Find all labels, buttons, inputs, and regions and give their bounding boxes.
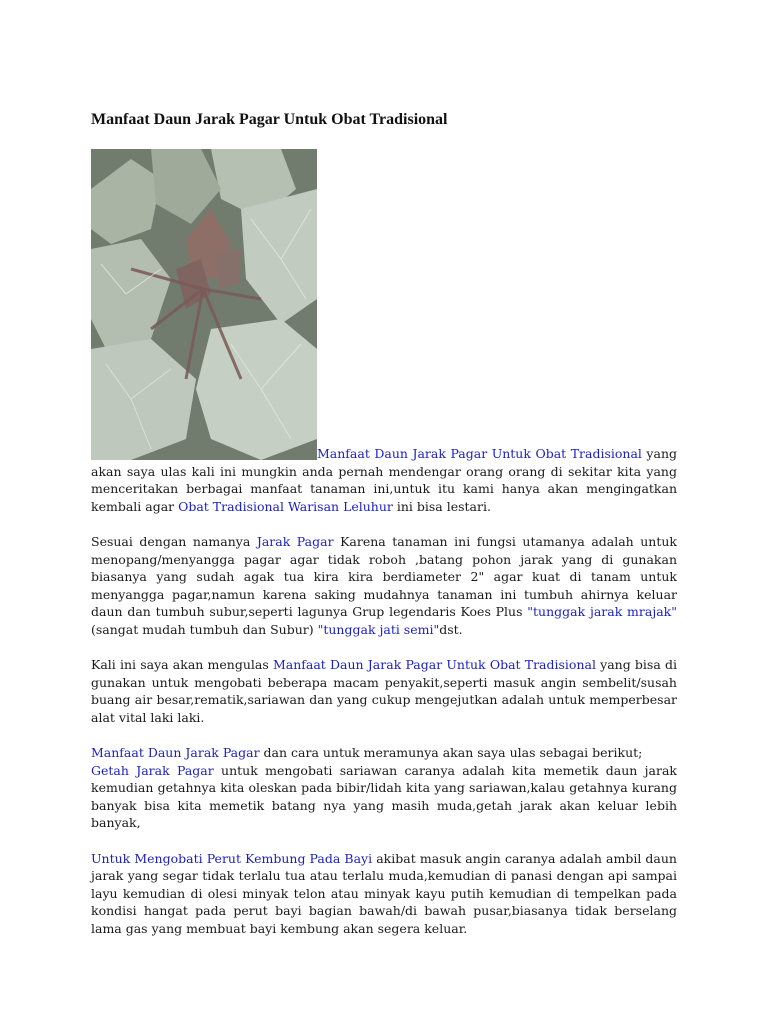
paragraph-text: Sesuai dengan namanya xyxy=(91,533,257,549)
link-jarak-pagar[interactable]: Jarak Pagar xyxy=(256,533,334,549)
link-tunggak-jarak-mrajak[interactable]: "tunggak jarak mrajak" xyxy=(527,604,677,620)
link-perut-kembung-bayi[interactable]: Untuk Mengobati Perut Kembung Pada Bayi xyxy=(91,850,373,866)
paragraph-text: akibat masuk angin caranya adalah ambil daun jarak yang segar tidak terlalu tua atau terlalu muda,kemudian di panasi dengan api sampai layu kemudian di olesi minyak telon atau minyak kayu putih kemudian di tempelkan pada kondisi hangat pada perut bayi bagian bawah/di bawah pusar,biasanya tidak berselang lama gas yang membuat bayi kembung akan segera keluar. xyxy=(91,850,677,937)
paragraph-text: untuk mengobati sariawan caranya adalah kita memetik daun jarak kemudian getahnya kita oleskan pada bibir/lidah kita yang sariawan,kalau getahnya kurang banyak bisa kita memetik batang nya yang masih muda,getah jarak akan keluar lebih banyak, xyxy=(91,762,677,831)
paragraph-text: ini bisa lestari. xyxy=(392,498,491,514)
paragraph-text: yang bisa di gunakan untuk mengobati beberapa macam penyakit,seperti masuk angin sembelit/susah buang air besar,rematik,sariawan dan yang cukup mengejutkan adalah untuk memperbesar alat vital laki laki. xyxy=(91,657,677,725)
paragraph-cara-meramu xyxy=(91,744,677,832)
link-manfaat-daun-jarak-pagar-3[interactable]: Manfaat Daun Jarak Pagar xyxy=(91,745,260,761)
link-tunggak-jati-semi[interactable]: "tunggak jati semi" xyxy=(317,621,440,637)
paragraph-text: Karena tanaman ini fungsi utamanya adalah untuk menopang/menyangga pagar agar tidak roboh ,batang pohon jarak yang di gunakan biasanya yang sudah agak tua kira kira berdiameter 2" agar kuat di tanam untuk menyangga pagar,namun karena saking mudahnya tanaman ini tumbuh ahirnya keluar daun dan tumbuh subur,seperti lagunya Grup legendaris Koes Plus xyxy=(91,533,678,620)
paragraph-jarak-pagar xyxy=(91,533,677,639)
paragraph-text: dan cara untuk meramunya akan saya ulas sebagai berikut; xyxy=(259,745,643,761)
link-obat-tradisional-warisan-leluhur[interactable]: Obat Tradisional Warisan Leluhur xyxy=(178,498,393,514)
paragraph-text: (sangat mudah tumbuh dan Subur) xyxy=(91,621,318,637)
article-title: Manfaat Daun Jarak Pagar Untuk Obat Tradisional xyxy=(91,111,448,128)
leaf-photo xyxy=(91,149,317,460)
link-manfaat-daun-jarak-pagar-2[interactable]: Manfaat Daun Jarak Pagar Untuk Obat Tradisional xyxy=(272,657,596,673)
link-manfaat-daun-jarak-pagar[interactable]: Manfaat Daun Jarak Pagar Untuk Obat Tradisional xyxy=(317,446,642,461)
paragraph-perut-kembung xyxy=(91,850,677,938)
paragraph-mengulas xyxy=(91,656,677,726)
leaf-illustration xyxy=(91,149,317,460)
paragraph-intro xyxy=(91,445,677,515)
paragraph-text: dst. xyxy=(439,621,463,637)
paragraph-text: Kali ini saya akan mengulas xyxy=(91,657,273,673)
article-body xyxy=(91,445,677,955)
link-getah-jarak-pagar[interactable]: Getah Jarak Pagar xyxy=(91,762,214,778)
paragraph-text: yang akan saya ulas kali ini mungkin anda pernah mendengar orang orang di sekitar kita yang menceritakan berbagai manfaat tanaman ini,untuk itu kami hanya akan mengingatkan kembali agar xyxy=(91,446,677,514)
